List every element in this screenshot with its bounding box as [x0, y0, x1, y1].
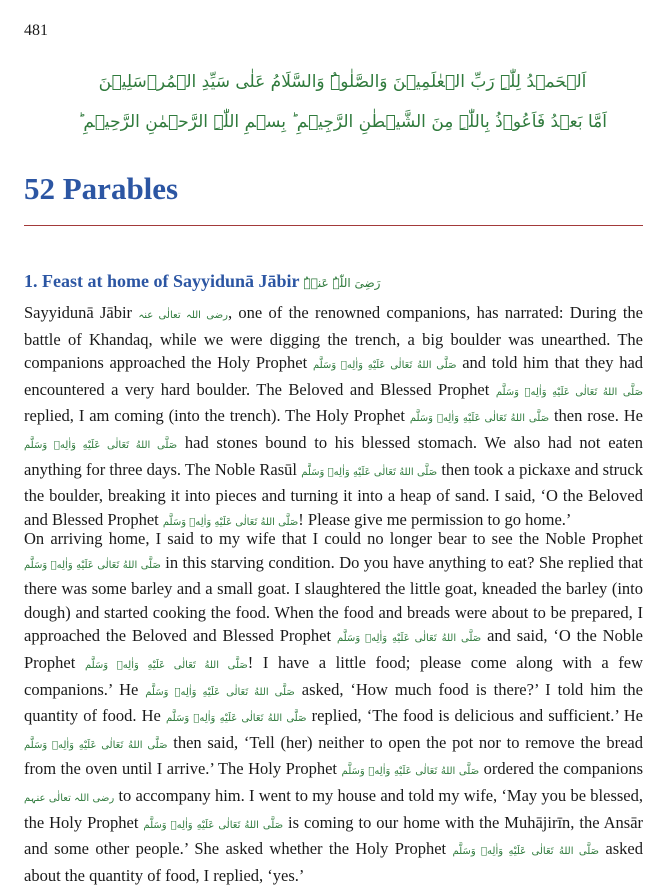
paragraph-text: is coming to our home with the Muhājirīn, the Ansār and some other people.’ She asked whether the Holy Prophet — [24, 812, 644, 859]
section-honorific: رَضِیَ اللّٰہُ عَنۡہُ — [303, 276, 381, 290]
paragraph-text: had stones bound to his blessed stomach. We also had not eaten anything for three days. The Noble Rasūl — [24, 432, 644, 479]
paragraph-text: asked, ‘How much food is there?’ I told him the quantity of food. He — [24, 679, 643, 726]
arabic-invocation-line-2: اَمَّا بَعۡدُ فَاَعُوۡذُ بِاللّٰہِ مِنَ الشَّیۡطٰنِ الرَّجِیۡمِ ؕ بِسۡمِ اللّٰہِ الرَّحۡمٰنِ الرَّحِیۡمِ ؕ — [78, 112, 607, 132]
salawat-glyph: صَلَّى اللهُ تَعَالٰى عَلَيْهِ وَاٰلِهٖ وَسَلَّم — [452, 846, 600, 858]
paragraph-text: and said, ‘O the Noble Prophet — [24, 626, 644, 672]
salawat-glyph: صَلَّى اللهُ تَعَالٰى عَلَيْهِ وَاٰلِهٖ وَسَلَّم — [409, 413, 550, 425]
paragraph-text: asked about the quantity of food, I replied, ‘yes.’ — [24, 839, 643, 885]
paragraph-text: Sayyidunā Jābir — [24, 303, 133, 322]
paragraph-text: On arriving home, I said to my wife that I could no longer bear to see the Noble Prophet — [24, 529, 643, 548]
paragraph-1 — [24, 301, 643, 534]
salawat-glyph: صَلَّى اللهُ تَعَالٰى عَلَيْهِ وَاٰلِهٖ وَسَلَّم — [341, 766, 480, 778]
arabic-invocation-line-1: اَلۡحَمۡدُ لِلّٰہِ رَبِّ الۡعٰلَمِیۡنَ وَالصَّلٰوۃُ وَالسَّلَامُ عَلٰی سَیِّدِ الۡمُرۡسَلِیۡنَ — [98, 72, 587, 92]
title-divider — [24, 225, 643, 226]
salawat-glyph: صَلَّى اللهُ تَعَالٰى عَلَيْهِ وَاٰلِهٖ وَسَلَّم — [301, 466, 438, 478]
page-number: 481 — [24, 22, 48, 39]
paragraph-text: to accompany him. I went to my house and told my wife, ‘May you be blessed, the Holy Prophet — [24, 785, 643, 832]
salawat-glyph: صَلَّى اللهُ تَعَالٰى عَلَيْهِ وَاٰلِهٖ وَسَلَّم — [24, 739, 168, 751]
paragraph-text: ! I have a little food; please come along with a few companions.’ He — [24, 652, 643, 699]
honorific-glyph: رضی اللہ تعالٰی عنہ — [138, 310, 228, 321]
paragraph-text: replied, ‘The food is delicious and sufficient.’ He — [311, 706, 643, 726]
paragraph-text: in this starving condition. Do you have anything to eat? She replied that there was some barley and a small goat. I slaughtered the little goat, kneaded the barley (into dough) and started cooking the food. When the food and breads were about to be prepared, I approached the Beloved and Blessed Prophet — [24, 552, 644, 646]
salawat-glyph: صَلَّى اللهُ تَعَالٰى عَلَيْهِ وَاٰلِهٖ وَسَلَّم — [143, 819, 284, 831]
paragraph-text: replied, I am coming (into the trench). The Holy Prophet — [24, 406, 405, 426]
salawat-glyph: صَلَّى اللهُ تَعَالٰى عَلَيْهِ وَاٰلِهٖ وَسَلَّم — [336, 633, 482, 645]
paragraph-text: ! Please give me permission to go home.’ — [298, 509, 572, 529]
paragraph-text: and told him that they had encountered a very hard boulder. The Beloved and Blessed Prophet — [24, 353, 644, 399]
chapter-title: 52 Parables — [24, 171, 179, 206]
salawat-glyph: صَلَّى اللهُ تَعَالٰى عَلَيْهِ وَاٰلِهٖ وَسَلَّم — [166, 713, 307, 725]
section-heading — [24, 271, 380, 292]
salawat-glyph: صَلَّى اللهُ تَعَالٰى عَلَيْهِ وَاٰلِهٖ وَسَلَّم — [495, 386, 643, 398]
section-heading-text: 1. Feast at home of Sayyidunā Jābir — [24, 271, 300, 291]
salawat-glyph: صَلَّى اللهُ تَعَالٰى عَلَيْهِ وَاٰلِهٖ وَسَلَّم — [24, 559, 161, 571]
paragraph-text: ordered the companions — [483, 759, 644, 779]
salawat-glyph: صَلَّى اللهُ تَعَالٰى عَلَيْهِ وَاٰلِهٖ وَسَلَّم — [84, 659, 248, 671]
honorific-glyph: رضی اللہ تعالٰی عنہم — [24, 792, 115, 804]
salawat-glyph: صَلَّى اللهُ تَعَالٰى عَلَيْهِ وَاٰلِهٖ وَسَلَّم — [145, 686, 295, 698]
salawat-glyph: صَلَّى اللهُ تَعَالٰى عَلَيْهِ وَاٰلِهٖ وَسَلَّم — [24, 439, 178, 451]
paragraph-text: , one of the renowned companions, has narrated: During the battle of Khandaq, while we were digging the trench, a big boulder was unearthed. The companions approached the Holy Prophet — [24, 303, 644, 373]
paragraph-text: then took a pickaxe and struck the boulder, breaking it into pieces and turning it into a heap of sand. I said, ‘O the Beloved and Blessed Prophet — [24, 459, 643, 529]
paragraph-2 — [24, 527, 643, 887]
salawat-glyph: صَلَّى اللهُ تَعَالٰى عَلَيْهِ وَاٰلِهٖ وَسَلَّم — [162, 516, 299, 528]
salawat-glyph: صَلَّى اللهُ تَعَالٰى عَلَيْهِ وَاٰلِهٖ وَسَلَّم — [312, 360, 457, 372]
paragraph-text: then said, ‘Tell (her) neither to open the pot nor to remove the bread from the oven until I arrive.’ The Holy Prophet — [24, 732, 643, 779]
paragraph-text: then rose. He — [553, 406, 643, 426]
